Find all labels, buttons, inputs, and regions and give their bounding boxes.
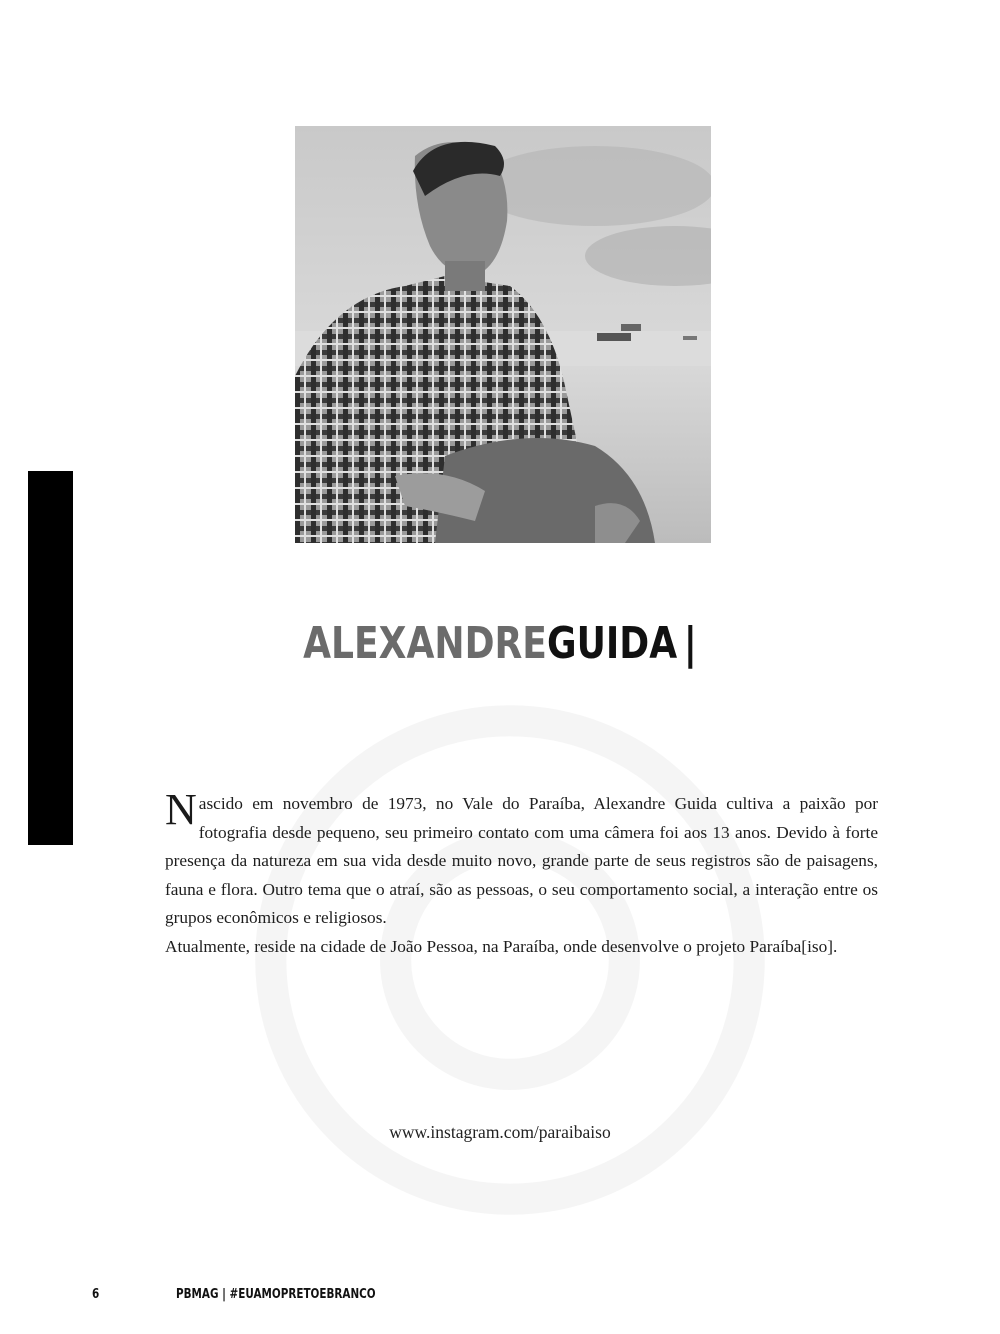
magazine-footer: PBMAG | #EUAMOPRETOEBRANCO xyxy=(176,1287,376,1302)
drop-cap: N xyxy=(165,785,197,834)
portrait-photo xyxy=(295,126,711,543)
name-last: GUIDA xyxy=(546,618,678,669)
page-number: 6 xyxy=(92,1287,100,1302)
side-accent-bar xyxy=(28,471,73,845)
bio-paragraph-2: Atualmente, reside na cidade de João Pessoa, na Paraíba, onde desenvolve o projeto Paraíba[iso]. xyxy=(165,936,838,956)
bio-text xyxy=(165,785,878,962)
bio-paragraph-1 xyxy=(165,785,878,933)
page-title xyxy=(90,618,910,669)
name-first: ALEXANDRE xyxy=(303,618,547,669)
title-separator: | xyxy=(683,618,697,669)
bio-paragraph-1-text: ascido em novembro de 1973, no Vale do Paraíba, Alexandre Guida cultiva a paixão por fotografia desde pequeno, seu primeiro contato com uma câmera foi aos 13 anos. Devido à forte presença da natureza em sua vida desde muito novo, grande parte de seus registros são de paisagens, fauna e flora. Outro tema que o atraí, são as pessoas, o seu comportamento social, a interação entre os grupos econômicos e religiosos. xyxy=(165,794,878,928)
instagram-link[interactable]: www.instagram.com/paraibaiso xyxy=(389,1122,611,1142)
